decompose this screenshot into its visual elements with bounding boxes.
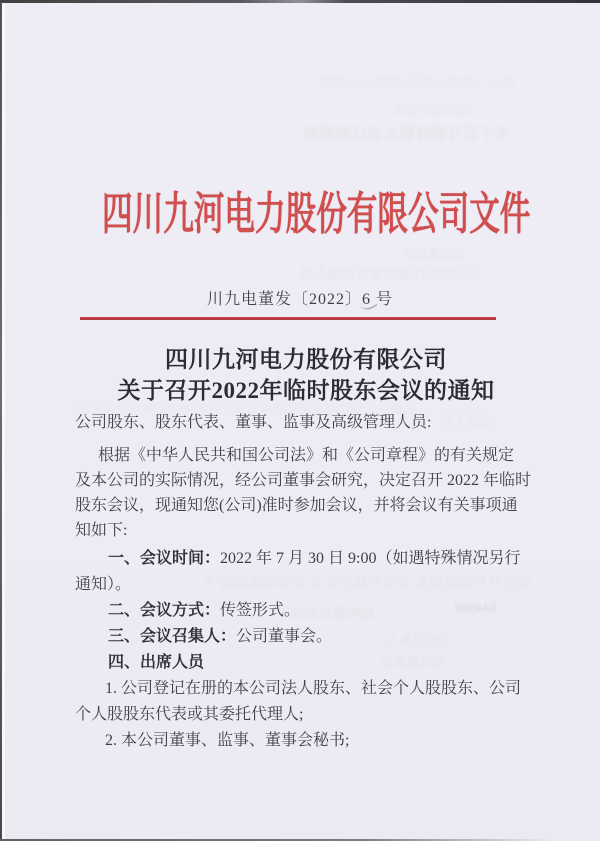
item-4-sub-1-continuation: 个人股股东代表或其委托代理人; xyxy=(75,706,304,723)
item-1-continuation: 通知）。 xyxy=(75,576,132,593)
paragraph-line: 知如下: xyxy=(75,522,128,539)
paragraph-line: 根据《中华人民共和国公司法》和《公司章程》的有关规定 xyxy=(98,447,515,464)
notice-title-line2: 关于召开2022年临时股东会议的通知 xyxy=(117,378,495,403)
bleedthrough-ghost: 临时股东会议 xyxy=(393,102,472,117)
bleedthrough-ghost: 公司董事会 xyxy=(381,655,447,670)
paragraph-line: 及本公司的实际情况，经公司董事会研究，决定召开 2022 年临时 xyxy=(75,472,532,489)
salutation: 公司股东、股东代表、董事、监事及高级管理人员: xyxy=(75,414,432,431)
doc-number: 川九电董发〔2022〕6 号 xyxy=(206,291,393,308)
item-2-label: 二、会议方式： xyxy=(108,602,221,619)
bleedthrough-ghost: 关于召开临时股东会议的通知 xyxy=(303,126,512,143)
bleedthrough-ghost: 公司股东代表监事及管理人员 xyxy=(300,268,482,283)
item-2-meeting-method xyxy=(75,598,545,624)
bleedthrough-ghost: 决定召开临时股东会议并将会议有关事项通知如下 xyxy=(203,576,534,592)
notice-title-line1: 四川九河电力股份有限公司 xyxy=(165,347,447,372)
item-4-sub-1: 1. 公司登记在册的本公司法人股东、社会个人股股东、公司 xyxy=(105,680,522,697)
item-1-meeting-time xyxy=(75,546,545,572)
item-1-label: 一、会议时间： xyxy=(108,550,221,567)
bleedthrough-ghost: 临时股东会议 xyxy=(290,607,374,622)
item-2-text: 传签形式。 xyxy=(220,602,301,619)
bleedthrough-ghost: 会议召集人 xyxy=(386,633,452,648)
letterhead-title: 四川九河电力股份有限公司文件 xyxy=(102,189,531,239)
item-3-text: 公司董事会。 xyxy=(236,628,333,645)
item-4-sub-2: 2. 本公司董事、监事、董事会秘书; xyxy=(105,732,350,749)
item-1-text: 2022 年 7 月 30 日 9:00（如遇特殊情况另行 xyxy=(220,550,521,567)
red-divider-line xyxy=(80,317,496,320)
bleedthrough-ghost: 公司董事会 xyxy=(404,248,465,262)
bleedthrough-ghost: 出席人员 xyxy=(440,415,493,430)
paragraph-line: 股东会议，现通知您(公司)准时参加会议，并将会议有关事项通 xyxy=(75,497,518,514)
notice-title xyxy=(6,344,600,406)
bleedthrough-ghost-number: 644000 xyxy=(455,601,497,616)
bleedthrough-ghost: 根据公司章程有关规定及本公司实际情况经董事会研究决定 xyxy=(78,401,417,416)
notice-items xyxy=(75,546,545,754)
item-3-convener xyxy=(75,624,545,650)
bleedthrough-ghost: 四川九河电力股份有限公司文件 xyxy=(320,76,516,91)
scan-edge-left-highlight xyxy=(2,3,5,839)
scan-edge-top xyxy=(0,0,600,3)
item-4-label: 四、出席人员 xyxy=(108,654,205,671)
item-4-attendees xyxy=(75,650,545,676)
paragraph-1 xyxy=(75,443,545,543)
item-3-label: 三、会议召集人： xyxy=(108,628,237,645)
